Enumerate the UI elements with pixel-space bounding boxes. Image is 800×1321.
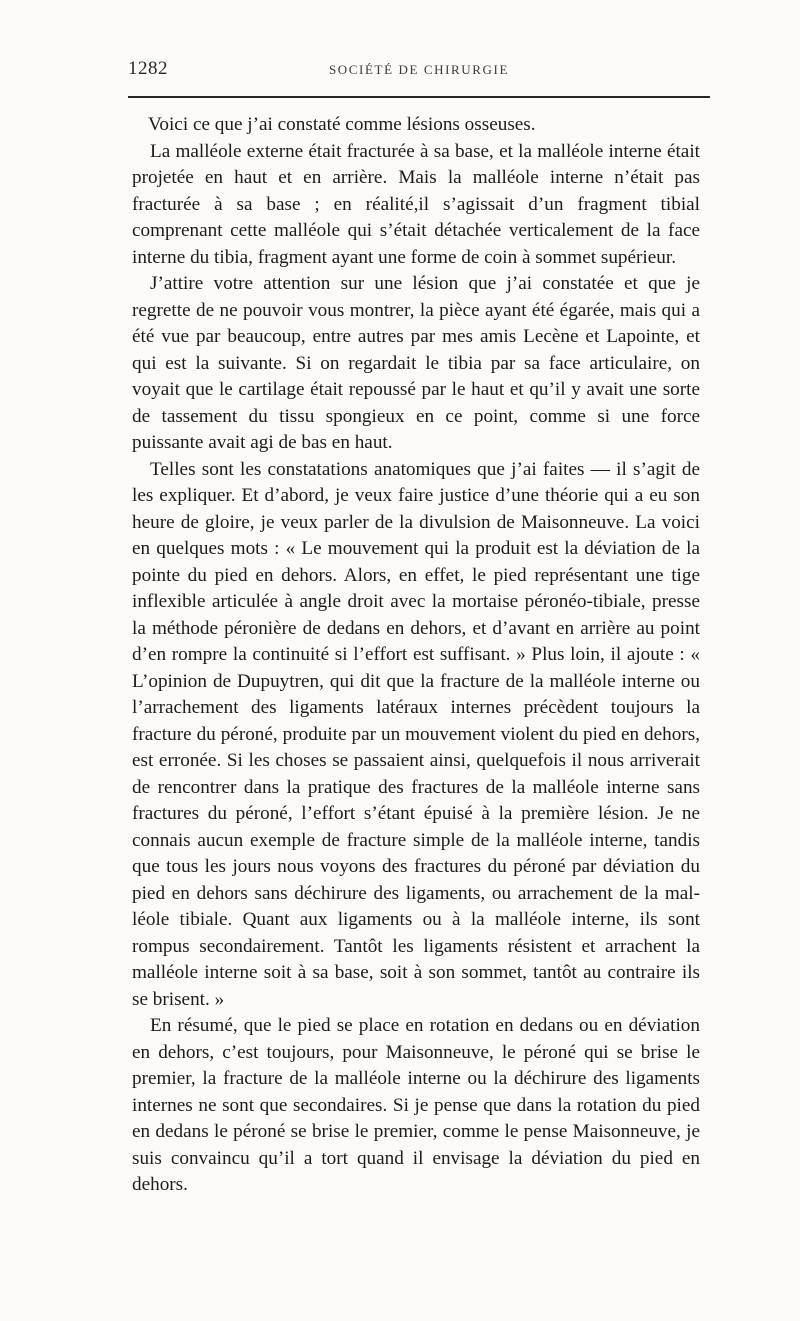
paragraph-2: La malléole externe était fracturée à sa base, et la malléole interne était projetée en haut et en arrière. Mais la malléole interne n’était pas fracturée à sa base ; en réalité,il s’agissait d’un fragment tibial comprenant cette malléole qui s’était détachée verticalement de la face interne du tibia, fragment ayant une forme de coin à sommet supérieur. [132,140,700,268]
paragraph-1: Voici ce que j’ai constaté comme lésions osseuses. [148,114,536,135]
paragraph-3: J’attire votre attention sur une lésion que j’ai constatée et que je regrette de ne pouvoir vous montrer, la pièce ayant été égarée, mais qui a été vue par beaucoup, entre autres par mes amis Lecène et Lapointe, et qui est la suivante. Si on regardait le tibia par sa face articulaire, on voyait que le cartilage était repoussé par le haut et qu’il y avait une sorte de tassement du tissu spongieux en ce point, comme si une force puissante avait agi de bas en haut. [132,273,700,453]
page-number: 1282 [128,58,168,79]
header-rule [128,96,710,98]
running-title: SOCIÉTÉ DE CHIRURGIE [328,62,510,77]
running-head [128,58,710,86]
paragraph-4: Telles sont les constatations anatomiques que j’ai faites — il s’agit de les expliquer. Et d’abord, je veux faire justice d’une théorie qui a eu son heure de gloire, je veux parler de la divulsion de Maisonneuve. La voici en quelques mots : « Le mouvement qui la produit est la déviation de la pointe du pied en dehors. Alors, en effet, le pied représentant une tige inflexible articulée à angle droit avec la mortaise péronéo-tibiale, presse la méthode péronière de dedans en dehors, et d’avant en arrière au point d’en rompre la continuité si l’effort est suffisant. » Plus loin, il ajoute : « L’opinion de Dupuytren, qui dit que la fracture de la malléole interne ou l’arrachement des ligaments latéraux internes précèdent toujours la fracture du péroné, produite par un mouvement violent du pied en dehors, est erronée. Si les choses se passaient ainsi, quelquefois il nous arriverait de rencontrer dans la pratique des fractures de la malléole interne sans fractures du péroné, l’effort s’étant épuisé à la première lésion. Je ne connais aucun exemple de fracture simple de la malléole interne, tandis que tous les jours nous voyons des fractures du péroné par déviation du pied en dehors sans déchirure des ligaments, ou arrachement de la malléole tibiale. Quant aux ligaments ou à la malléole interne, ils sont rompus secondairement. Tantôt les ligaments résistent et arrachent la malléole interne soit à sa base, soit à son sommet, tantôt au contraire ils se brisent. » [132,458,700,1010]
paragraph-5: En résumé, que le pied se place en rotation en dedans ou en déviation en dehors, c’est toujours, pour Maisonneuve, le péroné qui se brise le premier, la fracture de la malléole interne ou la déchirure des ligaments internes ne sont que secondaires. Si je pense que dans la rotation du pied en dedans le péroné se brise le premier, comme le pense Maisonneuve, je suis convaincu qu’il a tort quand il envisage la déviation du pied en dehors. [132,1015,700,1195]
body-text [132,112,700,1199]
